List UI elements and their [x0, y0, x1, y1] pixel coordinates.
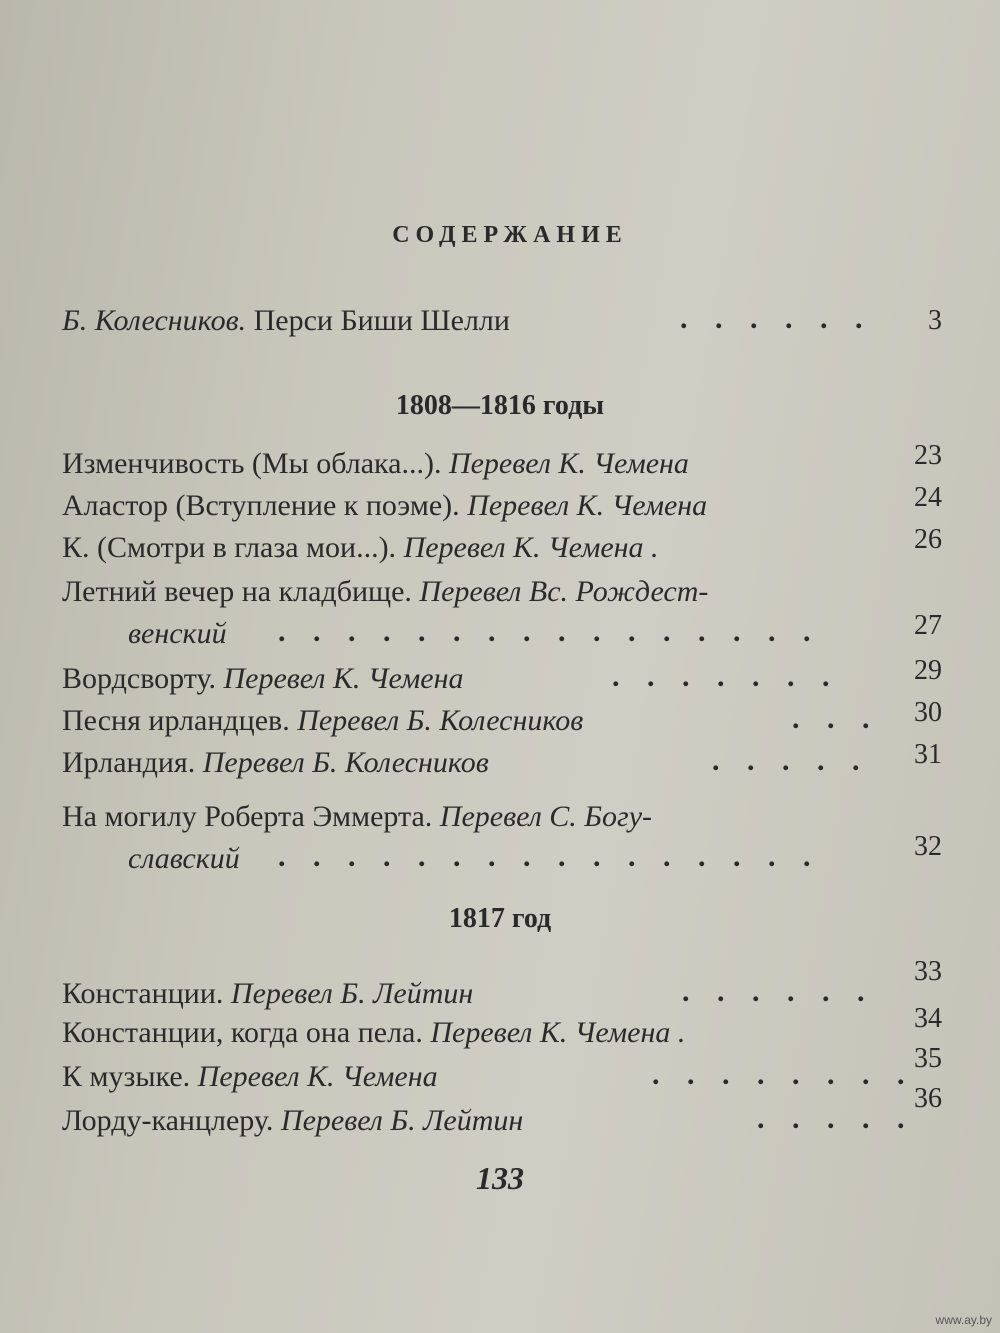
entry-translator: Перевел К. Чемена . — [403, 531, 659, 564]
toc-entry — [62, 440, 942, 485]
entry-dots: . . . — [792, 702, 880, 735]
toc-entry — [62, 956, 942, 1015]
section-title-1808: 1808—1816 годы — [395, 390, 605, 421]
entry-title: Констанции. — [62, 977, 224, 1010]
entry-translator: Перевел Вс. Рождест- — [419, 575, 709, 608]
entry-page: 27 — [914, 610, 942, 641]
entry-translator: Перевел Б. Лейтин — [280, 1104, 524, 1137]
entry-title: К музыке. — [62, 1060, 191, 1093]
entry-page: 29 — [914, 655, 942, 686]
entry-title: Констанции, когда она пела. — [62, 1016, 423, 1049]
entry-page: 34 — [914, 1003, 942, 1034]
contents-heading: СОДЕРЖАНИЕ — [392, 222, 628, 248]
page-number: 133 — [476, 1160, 524, 1196]
entry-page: 24 — [914, 482, 942, 513]
entry-title: Вордсворту. — [62, 662, 216, 695]
entry-dots: . . . . . — [712, 744, 870, 777]
toc-entry — [62, 482, 942, 527]
entry-title: Аластор (Вступление к поэме). — [62, 489, 460, 522]
entry-translator: Перевел Б. Колесников — [202, 746, 489, 779]
entry-page: 36 — [914, 1083, 942, 1114]
toc-entry — [62, 1043, 942, 1098]
toc-entry — [62, 655, 942, 700]
entry-translator: Перевел К. Чемена — [448, 447, 689, 480]
toc-entry — [62, 697, 942, 742]
entry-translator-cont: венский — [128, 617, 227, 650]
entry-title: К. (Смотри в глаза мои...). — [62, 531, 397, 564]
entry-translator: Перевел К. Чемена — [197, 1060, 438, 1093]
entry-page: 23 — [914, 440, 942, 471]
entry-title: Песня ирландцев. — [62, 704, 290, 737]
intro-page: 3 — [928, 305, 942, 336]
toc-entry — [62, 739, 942, 784]
entry-title: На могилу Роберта Эммерта. — [62, 800, 433, 833]
entry-dots: . . . . . . — [682, 975, 875, 1008]
entry-page: 32 — [914, 831, 942, 862]
intro-author: Б. Колесников. — [62, 304, 247, 337]
entry-title: Изменчивость (Мы облака...). — [62, 447, 442, 480]
entry-page: 35 — [914, 1043, 942, 1074]
entry-page: 33 — [914, 956, 942, 987]
entry-page: 30 — [914, 697, 942, 728]
entry-dots: . . . . . . . — [612, 660, 840, 693]
entry-dots: . . . . . — [757, 1102, 915, 1135]
entry-translator: Перевел С. Богу- — [439, 800, 652, 833]
toc-entry — [62, 796, 942, 838]
entry-translator: Перевел К. Чемена . — [430, 1016, 686, 1049]
toc-entry — [62, 571, 942, 613]
watermark: www.ay.by — [935, 1313, 992, 1327]
entry-dots: . . . . . . . . — [652, 1058, 915, 1091]
entry-translator: Перевел Б. Лейтин — [230, 977, 474, 1010]
toc-entry — [62, 524, 942, 569]
intro-title: Перси Биши Шелли — [253, 304, 510, 337]
entry-translator: Перевел Б. Колесников — [297, 704, 584, 737]
entry-page: 31 — [914, 739, 942, 770]
section-title-1817: 1817 год — [448, 903, 552, 934]
entry-dots: . . . . . . . . . . . . . . . . — [278, 615, 821, 648]
toc-entry — [62, 1083, 942, 1142]
entry-title: Лорду-канцлеру. — [62, 1104, 274, 1137]
intro-entry — [62, 300, 942, 342]
toc-entry — [62, 1003, 942, 1054]
toc-entry-continuation — [128, 831, 942, 880]
intro-dots: . . . . . . — [680, 302, 873, 335]
entry-translator: Перевел К. Чемена — [467, 489, 708, 522]
entry-page: 26 — [914, 524, 942, 555]
toc-entry-continuation — [128, 610, 942, 655]
entry-dots: . . . . . . . . . . . . . . . . — [278, 840, 821, 873]
entry-translator: Перевел К. Чемена — [223, 662, 464, 695]
entry-title: Летний вечер на кладбище. — [62, 575, 412, 608]
entry-title: Ирландия. — [62, 746, 196, 779]
entry-translator-cont: славский — [128, 842, 240, 875]
